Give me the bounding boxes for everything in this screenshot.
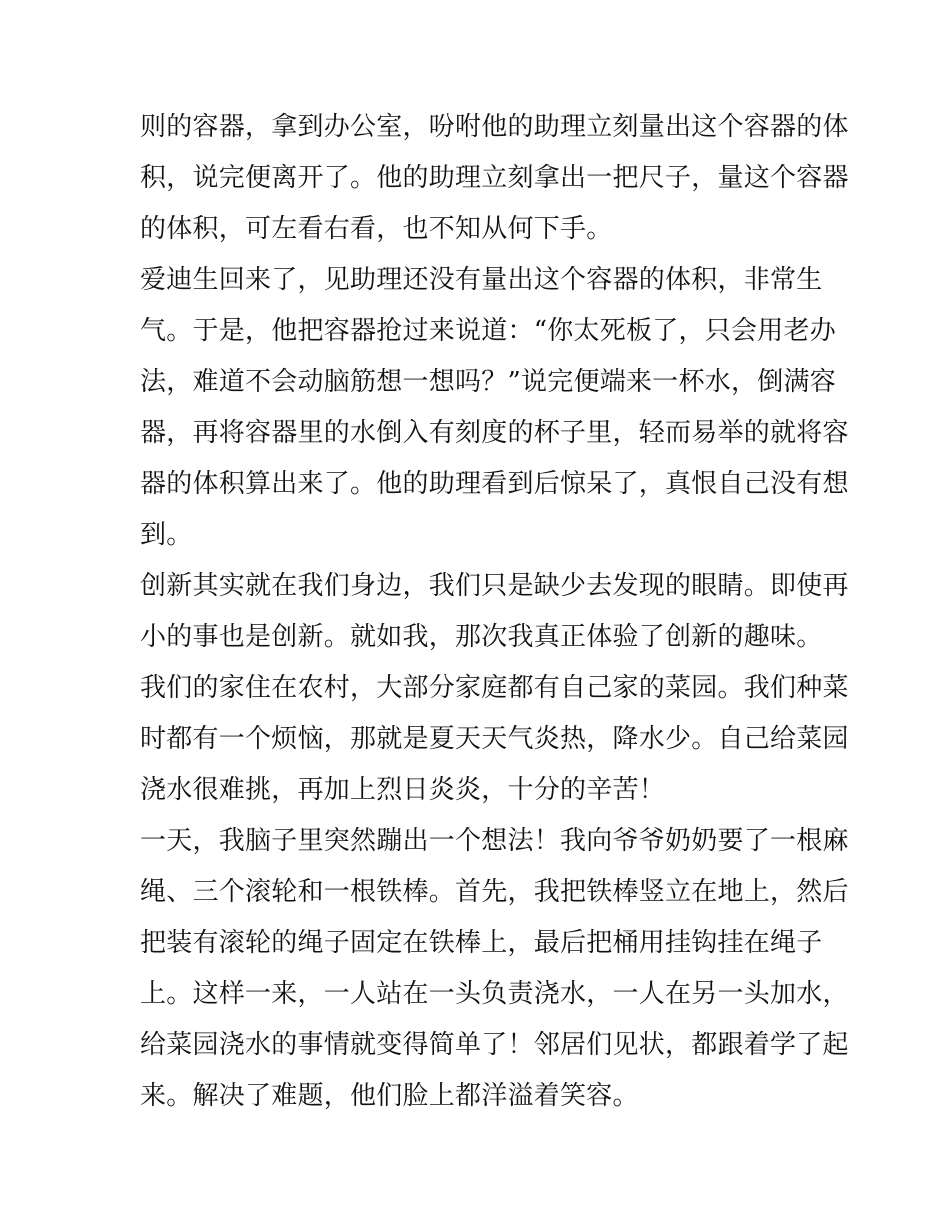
text-line-18: 上。这样一来，一人站在一头负责浇水，一人在另一头加水， (140, 979, 849, 1009)
text-line-3: 的体积，可左看右看，也不知从何下手。 (140, 214, 613, 244)
text-line-12: 我们的家住在农村，大部分家庭都有自己家的菜园。我们种菜 (140, 673, 849, 703)
text-line-11: 小的事也是创新。就如我，那次我真正体验了创新的趣味。 (140, 622, 823, 652)
text-line-20: 来。解决了难题，他们脸上都洋溢着笑容。 (140, 1081, 639, 1111)
text-line-15: 一天，我脑子里突然蹦出一个想法！我向爷爷奶奶要了一根麻 (140, 826, 849, 856)
text-line-19: 给菜园浇水的事情就变得简单了！邻居们见状，都跟着学了起 (140, 1030, 849, 1060)
text-line-2: 积，说完便离开了。他的助理立刻拿出一把尺子，量这个容器 (140, 163, 849, 193)
text-line-5: 气。于是，他把容器抢过来说道：“你太死板了，只会用老办 (140, 316, 837, 346)
text-line-17: 把装有滚轮的绳子固定在铁棒上，最后把桶用挂钩挂在绳子 (140, 928, 823, 958)
text-line-1: 则的容器，拿到办公室，吩咐他的助理立刻量出这个容器的体 (140, 112, 849, 142)
text-line-13: 时都有一个烦恼，那就是夏天天气炎热，降水少。自己给菜园 (140, 724, 849, 754)
text-line-7: 器，再将容器里的水倒入有刻度的杯子里，轻而易举的就将容 (140, 418, 849, 448)
text-line-4: 爱迪生回来了，见助理还没有量出这个容器的体积，非常生 (140, 265, 823, 295)
text-line-16: 绳、三个滚轮和一根铁棒。首先，我把铁棒竖立在地上，然后 (140, 877, 849, 907)
text-line-9: 到。 (140, 520, 193, 550)
text-line-14: 浇水很难挑，再加上烈日炎炎，十分的辛苦！ (140, 775, 666, 805)
essay-text (140, 102, 849, 1122)
text-line-10: 创新其实就在我们身边，我们只是缺少去发现的眼睛。即使再 (140, 571, 849, 601)
text-line-6: 法，难道不会动脑筋想一想吗？”说完便端来一杯水，倒满容 (140, 367, 837, 397)
text-line-8: 器的体积算出来了。他的助理看到后惊呆了，真恨自己没有想 (140, 469, 849, 499)
